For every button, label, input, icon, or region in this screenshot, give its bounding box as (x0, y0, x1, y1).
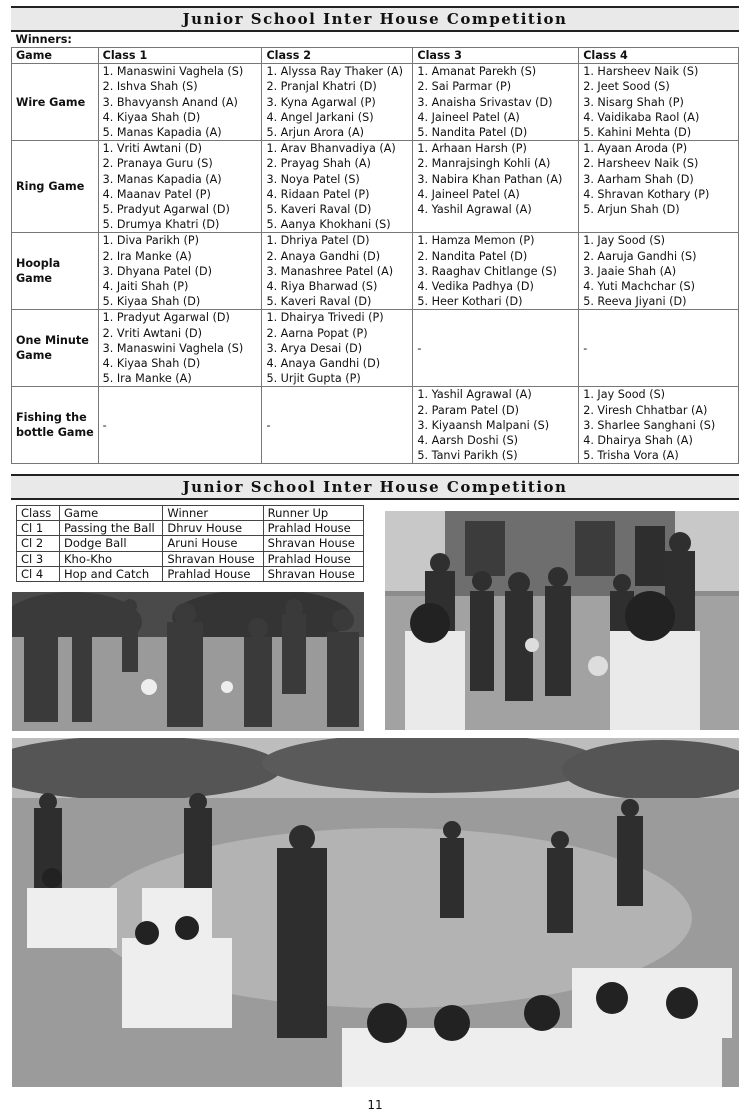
winners-cell (579, 233, 739, 310)
column-header: Class 2 (262, 48, 413, 64)
winner-entry: 5. Ira Manke (A) (102, 372, 192, 386)
winner-entry: 4. Dhairya Shah (A) (583, 434, 693, 448)
results-cell: Hop and Catch (59, 566, 162, 581)
winner-entry: 2. Vriti Awtani (D) (102, 326, 202, 340)
winner-entry: 2. Manrajsingh Kohli (A) (417, 157, 551, 171)
winner-entry: 5. Drumya Khatri (D) (102, 218, 220, 232)
empty-cell-dash: - (266, 418, 271, 432)
winner-entry: 5. Urjit Gupta (P) (266, 372, 361, 386)
winner-entry: 4. Vedika Padhya (D) (417, 280, 534, 294)
winner-entry: 5. Manas Kapadia (A) (102, 126, 222, 140)
table-row (12, 310, 739, 387)
winner-entry: 5. Kiyaa Shah (D) (102, 295, 201, 309)
winner-entry: 5. Heer Kothari (D) (417, 295, 523, 309)
winner-entry: 3. Manaswini Vaghela (S) (102, 341, 244, 355)
winner-entry: 1. Harsheev Naik (S) (583, 65, 699, 79)
column-header: Winner (163, 506, 263, 521)
winner-entry: 2. Ishva Shah (S) (102, 80, 198, 94)
winner-entry: 3. Nisarg Shah (P) (583, 95, 684, 109)
game-name: One Minute Game (12, 310, 99, 387)
column-header: Class 1 (98, 48, 262, 64)
winner-entry: 4. Kiyaa Shah (D) (102, 357, 201, 371)
table-row (17, 536, 364, 551)
winners-cell (98, 310, 262, 387)
winners-cell (579, 387, 739, 464)
winners-cell (262, 233, 413, 310)
winner-entry: 5. Pradyut Agarwal (D) (102, 203, 230, 217)
winner-entry: 4. Vaidikaba Raol (A) (583, 110, 700, 124)
winner-entry: 1. Dhriya Patel (D) (266, 234, 370, 248)
winner-entry: 2. Aarna Popat (P) (266, 326, 368, 340)
winner-entry: 2. Sai Parmar (P) (417, 80, 512, 94)
results-cell: Cl 4 (17, 566, 60, 581)
column-header: Game (59, 506, 162, 521)
game-name: Wire Game (12, 64, 99, 141)
results-cell: Cl 2 (17, 536, 60, 551)
winner-entry: 4. Riya Bharwad (S) (266, 280, 378, 294)
game-name: Fishing the bottle Game (12, 387, 99, 464)
winner-entry: 4. Aarsh Doshi (S) (417, 434, 519, 448)
winner-entry: 4. Yuti Machchar (S) (583, 280, 695, 294)
winner-entry: 1. Amanat Parekh (S) (417, 65, 537, 79)
results-cell: Dodge Ball (59, 536, 162, 551)
empty-cell-dash: - (417, 341, 422, 355)
photo-children-playing-ball (12, 592, 364, 731)
winner-entry: 1. Alyssa Ray Thaker (A) (266, 65, 403, 79)
results-section-title: Junior School Inter House Competition (11, 474, 739, 500)
winner-entry: 3. Jaaie Shah (A) (583, 264, 677, 278)
table-row (12, 141, 739, 233)
winner-entry: 5. Aanya Khokhani (S) (266, 218, 391, 232)
results-cell: Dhruv House (163, 521, 263, 536)
column-header: Game (12, 48, 99, 64)
winners-cell (262, 64, 413, 141)
table-row (17, 566, 364, 581)
winner-entry: 2. Anaya Gandhi (D) (266, 249, 381, 263)
winner-entry: 2. Pranjal Khatri (D) (266, 80, 377, 94)
winner-entry: 5. Arjun Arora (A) (266, 126, 365, 140)
winner-entry: 3. Aarham Shah (D) (583, 172, 694, 186)
photo-circle-game-field (12, 738, 739, 1087)
winners-cell (98, 141, 262, 233)
winner-entry: 1. Arhaan Harsh (P) (417, 142, 527, 156)
winner-entry: 1. Yashil Agrawal (A) (417, 388, 532, 402)
results-cell: Shravan House (263, 536, 363, 551)
winner-entry: 4. Angel Jarkani (S) (266, 110, 374, 124)
house-results-table (16, 505, 364, 582)
winner-entry: 1. Jay Sood (S) (583, 234, 666, 248)
winner-entry: 2. Param Patel (D) (417, 403, 519, 417)
winner-entry: 5. Trisha Vora (A) (583, 449, 679, 463)
winner-entry: 1. Pradyut Agarwal (D) (102, 311, 230, 325)
winners-cell (413, 64, 579, 141)
winner-entry: 1. Ayaan Aroda (P) (583, 142, 688, 156)
winners-section-title: Junior School Inter House Competition (11, 6, 739, 32)
winner-entry: 4. Kiyaa Shah (D) (102, 110, 201, 124)
winner-entry: 2. Viresh Chhatbar (A) (583, 403, 708, 417)
winner-entry: 2. Aaruja Gandhi (S) (583, 249, 697, 263)
winner-entry: 3. Arya Desai (D) (266, 341, 363, 355)
winner-entry: 5. Kahini Mehta (D) (583, 126, 692, 140)
winner-entry: 1. Diva Parikh (P) (102, 234, 200, 248)
winner-entry: 2. Nandita Patel (D) (417, 249, 528, 263)
winner-entry: 3. Kyna Agarwal (P) (266, 95, 376, 109)
winner-entry: 4. Jaineel Patel (A) (417, 187, 520, 201)
results-cell: Prahlad House (263, 521, 363, 536)
winner-entry: 5. Reeva Jiyani (D) (583, 295, 687, 309)
winner-entry: 2. Prayag Shah (A) (266, 157, 371, 171)
winner-entry: 1. Hamza Memon (P) (417, 234, 535, 248)
winner-entry: 5. Kaveri Raval (D) (266, 203, 372, 217)
column-header: Class 4 (579, 48, 739, 64)
winner-entry: 1. Arav Bhanvadiya (A) (266, 142, 396, 156)
winners-cell (413, 233, 579, 310)
column-header: Class (17, 506, 60, 521)
winners-cell (579, 310, 739, 387)
winners-cell (98, 233, 262, 310)
winners-cell (98, 387, 262, 464)
winner-entry: 5. Tanvi Parikh (S) (417, 449, 518, 463)
table-row (17, 521, 364, 536)
winners-cell (262, 141, 413, 233)
table-row (12, 233, 739, 310)
table-row (17, 551, 364, 566)
winner-entry: 2. Pranaya Guru (S) (102, 157, 213, 171)
winner-entry: 1. Jay Sood (S) (583, 388, 666, 402)
winner-entry: 3. Bhavyansh Anand (A) (102, 95, 238, 109)
photo-ball-game-courtyard (385, 511, 739, 730)
winner-entry: 5. Arjun Shah (D) (583, 203, 680, 217)
winner-entry: 3. Sharlee Sanghani (S) (583, 418, 716, 432)
winner-entry: 3. Noya Patel (S) (266, 172, 360, 186)
results-cell: Passing the Ball (59, 521, 162, 536)
results-cell: Cl 3 (17, 551, 60, 566)
winner-entry: 4. Anaya Gandhi (D) (266, 357, 381, 371)
results-cell: Aruni House (163, 536, 263, 551)
winners-cell (579, 64, 739, 141)
winners-table (11, 32, 739, 464)
winners-cell (262, 310, 413, 387)
winners-cell (413, 141, 579, 233)
winner-entry: 3. Manas Kapadia (A) (102, 172, 222, 186)
winner-entry: 2. Harsheev Naik (S) (583, 157, 699, 171)
game-name: Hoopla Game (12, 233, 99, 310)
winner-entry: 1. Manaswini Vaghela (S) (102, 65, 244, 79)
game-name: Ring Game (12, 141, 99, 233)
winner-entry: 3. Dhyana Patel (D) (102, 264, 212, 278)
winners-caption: Winners: (15, 33, 72, 46)
winner-entry: 5. Kaveri Raval (D) (266, 295, 372, 309)
empty-cell-dash: - (102, 418, 107, 432)
winner-entry: 1. Vriti Awtani (D) (102, 142, 202, 156)
results-cell: Cl 1 (17, 521, 60, 536)
column-header: Class 3 (413, 48, 579, 64)
winners-cell (579, 141, 739, 233)
winner-entry: 4. Jaiti Shah (P) (102, 280, 189, 294)
winners-cell (98, 64, 262, 141)
winners-cell (262, 387, 413, 464)
winner-entry: 3. Anaisha Srivastav (D) (417, 95, 553, 109)
results-cell: Prahlad House (163, 566, 263, 581)
winner-entry: 4. Shravan Kothary (P) (583, 187, 710, 201)
results-cell: Kho-Kho (59, 551, 162, 566)
results-cell: Shravan House (263, 566, 363, 581)
winner-entry: 1. Dhairya Trivedi (P) (266, 311, 384, 325)
winners-cell (413, 310, 579, 387)
page-number: 11 (367, 1098, 383, 1112)
column-header: Runner Up (263, 506, 363, 521)
winner-entry: 4. Maanav Patel (P) (102, 187, 211, 201)
winner-entry: 3. Manashree Patel (A) (266, 264, 394, 278)
winner-entry: 4. Ridaan Patel (P) (266, 187, 370, 201)
winner-entry: 4. Yashil Agrawal (A) (417, 203, 532, 217)
winner-entry: 3. Raaghav Chitlange (S) (417, 264, 557, 278)
table-row (12, 387, 739, 464)
winners-cell (413, 387, 579, 464)
winner-entry: 3. Nabira Khan Pathan (A) (417, 172, 563, 186)
table-row (12, 64, 739, 141)
empty-cell-dash: - (583, 341, 588, 355)
winner-entry: 2. Jeet Sood (S) (583, 80, 670, 94)
results-cell: Prahlad House (263, 551, 363, 566)
winner-entry: 4. Jaineel Patel (A) (417, 110, 520, 124)
winner-entry: 5. Nandita Patel (D) (417, 126, 528, 140)
results-cell: Shravan House (163, 551, 263, 566)
winner-entry: 3. Kiyaansh Malpani (S) (417, 418, 550, 432)
winner-entry: 2. Ira Manke (A) (102, 249, 192, 263)
